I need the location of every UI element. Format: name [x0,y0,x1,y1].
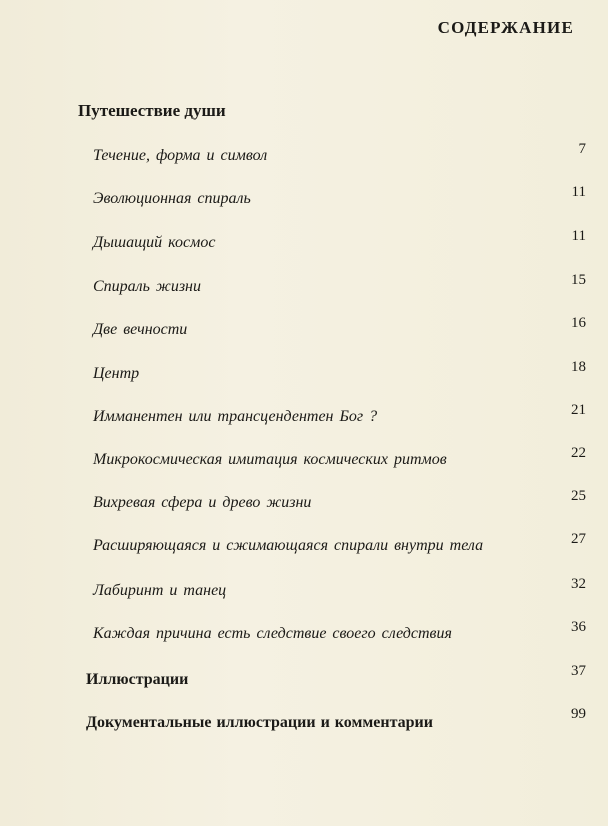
toc-entry-page: 25 [571,488,586,504]
toc-entry-label: Центр [93,365,140,382]
toc-top-entry-label: Иллюстрации [86,671,189,688]
toc-entry [0,576,608,604]
toc-top-entry-page: 99 [571,706,586,722]
toc-entry-label: Спираль жизни [93,278,201,295]
toc-entry-label: Дышащий космос [93,234,216,251]
toc-entry [0,359,608,387]
toc-entry-page: 21 [571,402,586,418]
toc-entry [0,184,608,212]
toc-top-entry-page: 37 [571,663,586,679]
toc-entry-label: Эволюционная спираль [93,190,251,207]
toc-entry-page: 36 [571,619,586,635]
toc-entry-page: 11 [571,228,586,244]
toc-entry-page: 7 [578,141,586,157]
toc-entry [0,228,608,256]
toc-entry-page: 11 [571,184,586,200]
contents-heading: СОДЕРЖАНИЕ [437,18,574,37]
toc-entry-label: Две вечности [93,321,188,338]
toc-entry-label: Лабиринт и танец [93,582,227,599]
toc-top-entry [0,706,608,736]
toc-entry [0,619,608,647]
toc-entry-page: 18 [571,359,586,375]
toc-entry-label: Микрокосмическая имитация космических ритмов [93,451,447,468]
toc-entry-label: Расширяющаяся и сжимающаяся спирали внутри тела [93,537,484,554]
section-title: Путешествие души [78,101,226,120]
toc-entry [0,531,608,559]
toc-entry-label: Течение, форма и символ [93,147,268,164]
toc-entry-label: Вихревая сфера и древо жизни [93,494,312,511]
toc-top-entry [0,663,608,693]
toc-entry-page: 16 [571,315,586,331]
toc-top-entry-label: Документальные иллюстрации и комментарии [86,714,433,731]
toc-entry-page: 22 [571,445,586,461]
toc-entry [0,488,608,516]
toc-entry [0,315,608,343]
toc-entry [0,272,608,300]
toc-entry-label: Имманентен или трансцендентен Бог ? [93,408,378,425]
toc-entry-page: 27 [571,531,586,547]
toc-entry [0,402,608,430]
toc-entry-label: Каждая причина есть следствие своего следствия [93,625,452,642]
toc-entry-page: 15 [571,272,586,288]
toc-entry [0,445,608,473]
toc-entry [0,141,608,169]
toc-entry-page: 32 [571,576,586,592]
